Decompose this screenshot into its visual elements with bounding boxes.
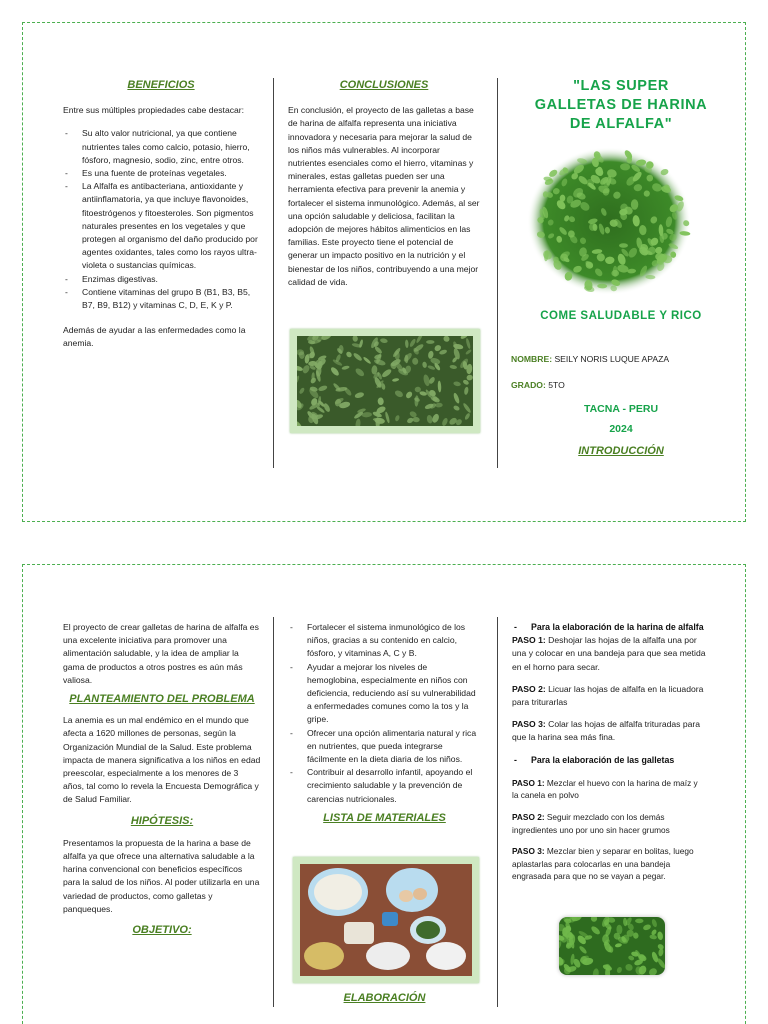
list-item: - Es una fuente de proteínas vegetales. (63, 167, 259, 180)
conclusiones-text: En conclusión, el proyecto de las galletas a base de harina de alfalfa representa una iniciativa innovadora y necesaria para mejorar la salud de los niños más vulnerables. Al incorporar nutrientes esenciales como el hierro, vitaminas y minerales, estas galletas pueden ser una herramienta efectiva para prevenir la anemia y fortalecer el sistema inmunológico. Además, al ser una opción saludable y deliciosa, facilitan la adopción de mejores hábitos alimenticios en las familias. Este proyecto tiene el potencial de generar un impacto positivo en la nutrición y el bienestar de los niños, contribuyendo a una mejor calidad de vida. (288, 105, 480, 287)
list-item: - Su alto valor nutricional, ya que contiene nutrientes tales como calcio, potasio, hierro, fósforo, magnesio, sodio, zinc, entre otros. (63, 127, 259, 167)
materiales-heading: LISTA DE MATERIALES (323, 811, 446, 824)
list-item: - Enzimas digestivas. (63, 273, 259, 286)
beneficios-intro: Entre sus múltiples propiedades cabe destacar: (63, 105, 245, 116)
cover-panel (511, 77, 731, 134)
problema-heading: PLANTEAMIENTO DEL PROBLEMA (69, 693, 255, 706)
beneficios-heading: BENEFICIOS (127, 79, 195, 91)
materials-photo (293, 857, 479, 983)
place: TACNA - PERU (583, 402, 659, 415)
alfalfa-leaves-photo (290, 329, 480, 433)
objetivo-heading: OBJETIVO: (132, 924, 192, 937)
step-label: PASO 2: (512, 812, 545, 823)
objetivos-list (288, 621, 481, 806)
alfalfa-plant-image (525, 145, 693, 297)
grado-line (511, 379, 731, 392)
introduccion-section (63, 621, 261, 949)
step-text: Mezclar el huevo con la harina de maíz y la canela en polvo (512, 777, 698, 801)
beneficios-list (63, 127, 259, 312)
alfalfa-small-photo (559, 917, 665, 975)
brochure-title: "LAS SUPER GALLETAS DE HARINA DE ALFALFA" (534, 78, 708, 132)
step-label: PASO 3: (512, 719, 546, 730)
beneficios-section (63, 79, 259, 351)
galletas-heading-list (512, 754, 706, 767)
cover-details (511, 310, 731, 458)
elaboracion-heading: ELABORACIÓN (343, 992, 426, 1004)
column-divider (273, 78, 274, 468)
list-item: - Fortalecer el sistema inmunológico de los niños, gracias a su contenido en calcio, fósforo, y vitaminas A, C y B. (288, 621, 481, 661)
grado-value: 5TO (548, 380, 565, 391)
step-text: Seguir mezclado con los demás ingredientes uno por uno sin hacer grumos (512, 812, 670, 835)
galletas-steps (512, 777, 706, 883)
step-text: Deshojar las hojas de la alfalfa una por una y colocar en una bandeja para que sea metida en el horno para secar. (512, 635, 706, 672)
harina-heading: - Para la elaboración de la harina de alfalfa (512, 621, 706, 634)
problema-text: La anemia es un mal endémico en el mundo que afecta a 1620 millones de personas, según la Organización Mundial de la Salud. Este problema impacta de manera significativa a los niños en edad preescolar, especialmente a los menores de 3 años, tal como lo revela la Encuesta Demográfica y de Salud Familiar. (63, 715, 261, 805)
beneficios-closing: Además de ayudar a las enfermedades como la anemia. (63, 325, 246, 349)
step-label: PASO 1: (512, 635, 546, 646)
grado-label: GRADO: (511, 380, 546, 391)
step-text: Mezclar bien y separar en bolitas, luego aplastarlas para colocarlas en una bandeja engrasada para que no se vayan a pegar. (512, 846, 694, 882)
step-label: PASO 1: (512, 777, 545, 788)
procedimiento-section (512, 621, 706, 892)
brochure-outer-page (22, 22, 746, 522)
alfalfa-leaves-image (297, 336, 473, 426)
column-divider (497, 617, 498, 1007)
introduccion-text: El proyecto de crear galletas de harina de alfalfa es una excelente iniciativa para promover una alimentación saludable, y la idea de ampliar la gama de productos a otros postres es aún más valiosa. (63, 622, 259, 685)
step-label: PASO 3: (512, 846, 545, 857)
materials-image (300, 864, 472, 976)
year: 2024 (609, 422, 633, 435)
conclusiones-section (288, 79, 480, 289)
list-item: - Ayudar a mejorar los niveles de hemoglobina, especialmente en niños con deficiencia, reduciendo así su vulnerabilidad a enfermedades comunes como la tos y la gripe. (288, 661, 481, 727)
nombre-value: SEILY NORIS LUQUE APAZA (554, 354, 670, 365)
alfalfa-small-image (559, 917, 665, 975)
introduccion-heading: INTRODUCCIÓN (578, 445, 664, 458)
step-label: PASO 2: (512, 683, 546, 694)
slogan: COME SALUDABLE Y RICO (540, 310, 702, 322)
elaboracion-section (288, 992, 481, 1017)
harina-steps (512, 634, 706, 744)
objetivos-section (288, 621, 481, 837)
brochure-inner-page (22, 564, 746, 1024)
conclusiones-heading: CONCLUSIONES (339, 79, 429, 91)
column-divider (273, 617, 274, 1007)
column-divider (497, 78, 498, 468)
galletas-heading: - Para la elaboración de las galletas (512, 754, 706, 767)
harina-heading-list (512, 621, 706, 634)
list-item: - Contribuir al desarrollo infantil, apoyando el crecimiento saludable y la prevención de carencias nutricionales. (288, 766, 481, 806)
list-item: - La Alfalfa es antibacteriana, antioxidante y antiinflamatoria, ya que incluye flavonoides, fitoestrógenos y fitoesteroles. Son pigmentos naturales presentes en los vegetales y que protegen al organismo del daño producido por agentes oxidantes, tales como los rayos ultra-violeta o sustancias químicas. (63, 180, 259, 272)
list-item: - Ofrecer una opción alimentaria natural y rica en nutrientes, que pueda integrarse fácilmente en la dieta diaria de los niños. (288, 727, 481, 767)
step-text: Licuar las hojas de alfalfa en la licuadora para triturarlas (512, 683, 704, 708)
nombre-label: NOMBRE: (511, 354, 553, 365)
step-text: Colar las hojas de alfalfa trituradas para que la harina sea más fina. (512, 719, 701, 743)
nombre-line (511, 353, 731, 366)
hipotesis-text: Presentamos la propuesta de la harina a base de alfalfa ya que ofrece una alternativa saludable a la harina convencional con beneficios específicos para la salud de los niños. Al poder utilizarla en una variedad de productos, como galletas y panqueques. (63, 837, 260, 914)
hipotesis-heading: HIPÓTESIS: (130, 814, 194, 827)
list-item: - Contiene vitaminas del grupo B (B1, B3, B5, B7, B9, B12) y vitaminas C, D, E, K y P. (63, 286, 259, 312)
alfalfa-plant-photo (525, 145, 693, 297)
